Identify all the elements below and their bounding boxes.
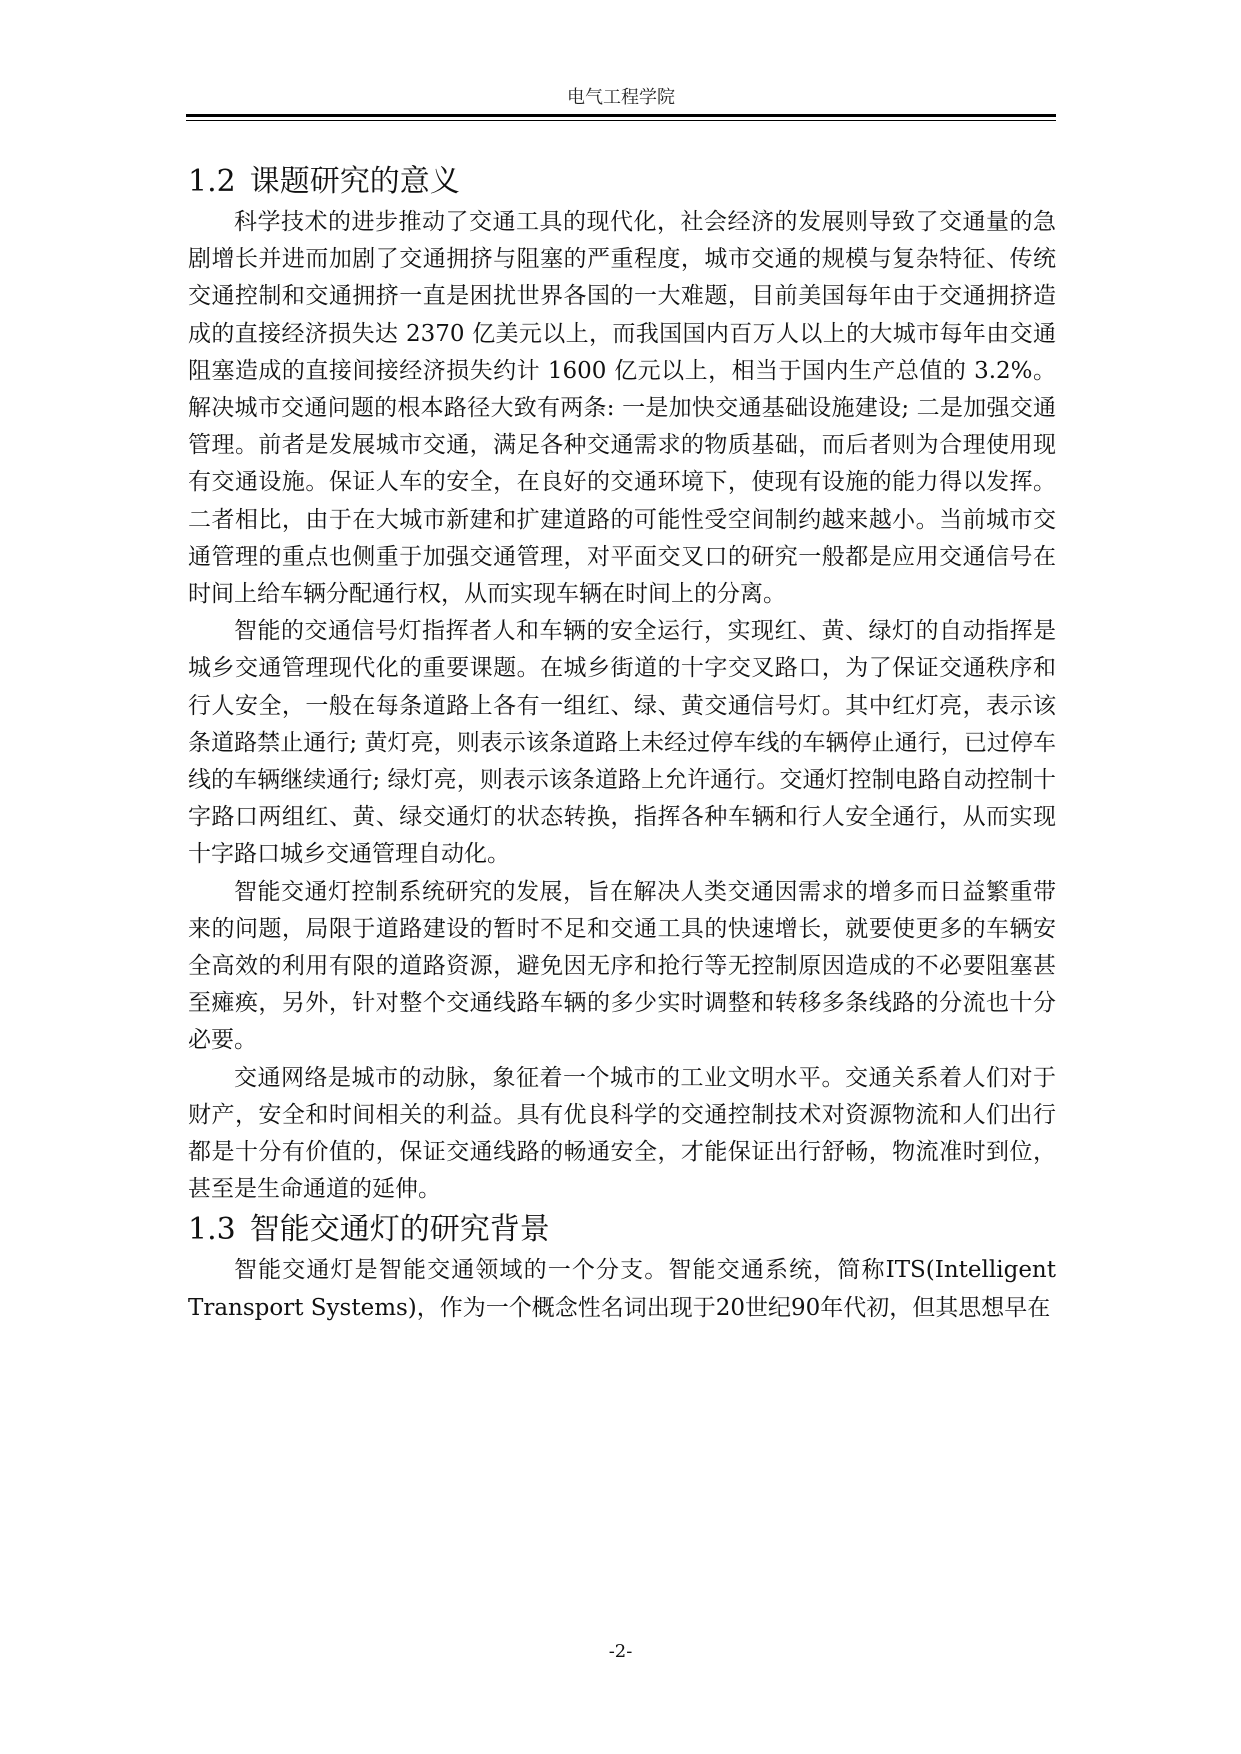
paragraph: 交通网络是城市的动脉，象征着一个城市的工业文明水平。交通关系着人们对于财产，安全和时间相关的利益。具有优良科学的交通控制技术对资源物流和人们出行都是十分有价值的，保证交通线路的畅通安全，才能保证出行舒畅，物流准时到位，甚至是生命通道的延伸。 <box>188 1064 1056 1203</box>
paragraph: 科学技术的进步推动了交通工具的现代化，社会经济的发展则导致了交通量的急剧增长并进而加剧了交通拥挤与阻塞的严重程度，城市交通的规模与复杂特征、传统交通控制和交通拥挤一直是困扰世界各国的一大难题，目前美国每年由于交通拥挤造成的直接经济损失达 2370 亿美元以上，而我国国内百万人以上的大城市每年由交通阻塞造成的直接间接经济损失约计 1600 亿元以上，相当于国内生产总值的 3.2%。解决城市交通问题的根本路径大致有两条: 一是加快交通基础设施建设; 二是加强交通管理。前者是发展城市交通，满足各种交通需求的物质基础，而后者则为合理使用现有交通设施。保证人车的安全，在良好的交通环境下，使现有设施的能力得以发挥。二者相比，由于在大城市新建和扩建道路的可能性受空间制约越来越小。当前城市交通管理的重点也侧重于加强交通管理，对平面交叉口的研究一般都是应用交通信号在时间上给车辆分配通行权，从而实现车辆在时间上的分离。 <box>188 209 1056 608</box>
section-title: 课题研究的意义 <box>249 164 460 199</box>
paragraph: 智能交通灯是智能交通领域的一个分支。智能交通系统，简称ITS(Intelligent Transport Systems)，作为一个概念性名词出现于20世纪90年代初，但其思想早在 <box>188 1257 1056 1321</box>
header-rule-thick <box>186 114 1056 117</box>
page-body <box>188 160 1056 1327</box>
section-heading-1-3 <box>188 1208 1056 1252</box>
page-number: -2- <box>608 1641 633 1662</box>
section-number: 1.2 <box>188 164 236 199</box>
paragraph: 智能的交通信号灯指挥者人和车辆的安全运行，实现红、黄、绿灯的自动指挥是城乡交通管理现代化的重要课题。在城乡街道的十字交叉路口，为了保证交通秩序和行人安全，一般在每条道路上各有一组红、绿、黄交通信号灯。其中红灯亮，表示该条道路禁止通行; 黄灯亮，则表示该条道路上未经过停车线的车辆停止通行，已过停车线的车辆继续通行; 绿灯亮，则表示该条道路上允许通行。交通灯控制电路自动控制十字路口两组红、黄、绿交通灯的状态转换，指挥各种车辆和行人安全通行，从而实现十字路口城乡交通管理自动化。 <box>188 618 1056 868</box>
section-heading-1-2 <box>188 160 1056 204</box>
section-title: 智能交通灯的研究背景 <box>249 1212 550 1248</box>
header-rule-thin <box>186 120 1056 121</box>
section-number: 1.3 <box>188 1212 236 1248</box>
paragraph: 智能交通灯控制系统研究的发展，旨在解决人类交通因需求的增多而日益繁重带来的问题，局限于道路建设的暂时不足和交通工具的快速增长，就要使更多的车辆安全高效的利用有限的道路资源，避免因无序和抢行等无控制原因造成的不必要阻塞甚至瘫痪，另外，针对整个交通线路车辆的多少实时调整和转移多条线路的分流也十分必要。 <box>188 878 1056 1054</box>
running-header: 电气工程学院 <box>567 87 675 108</box>
